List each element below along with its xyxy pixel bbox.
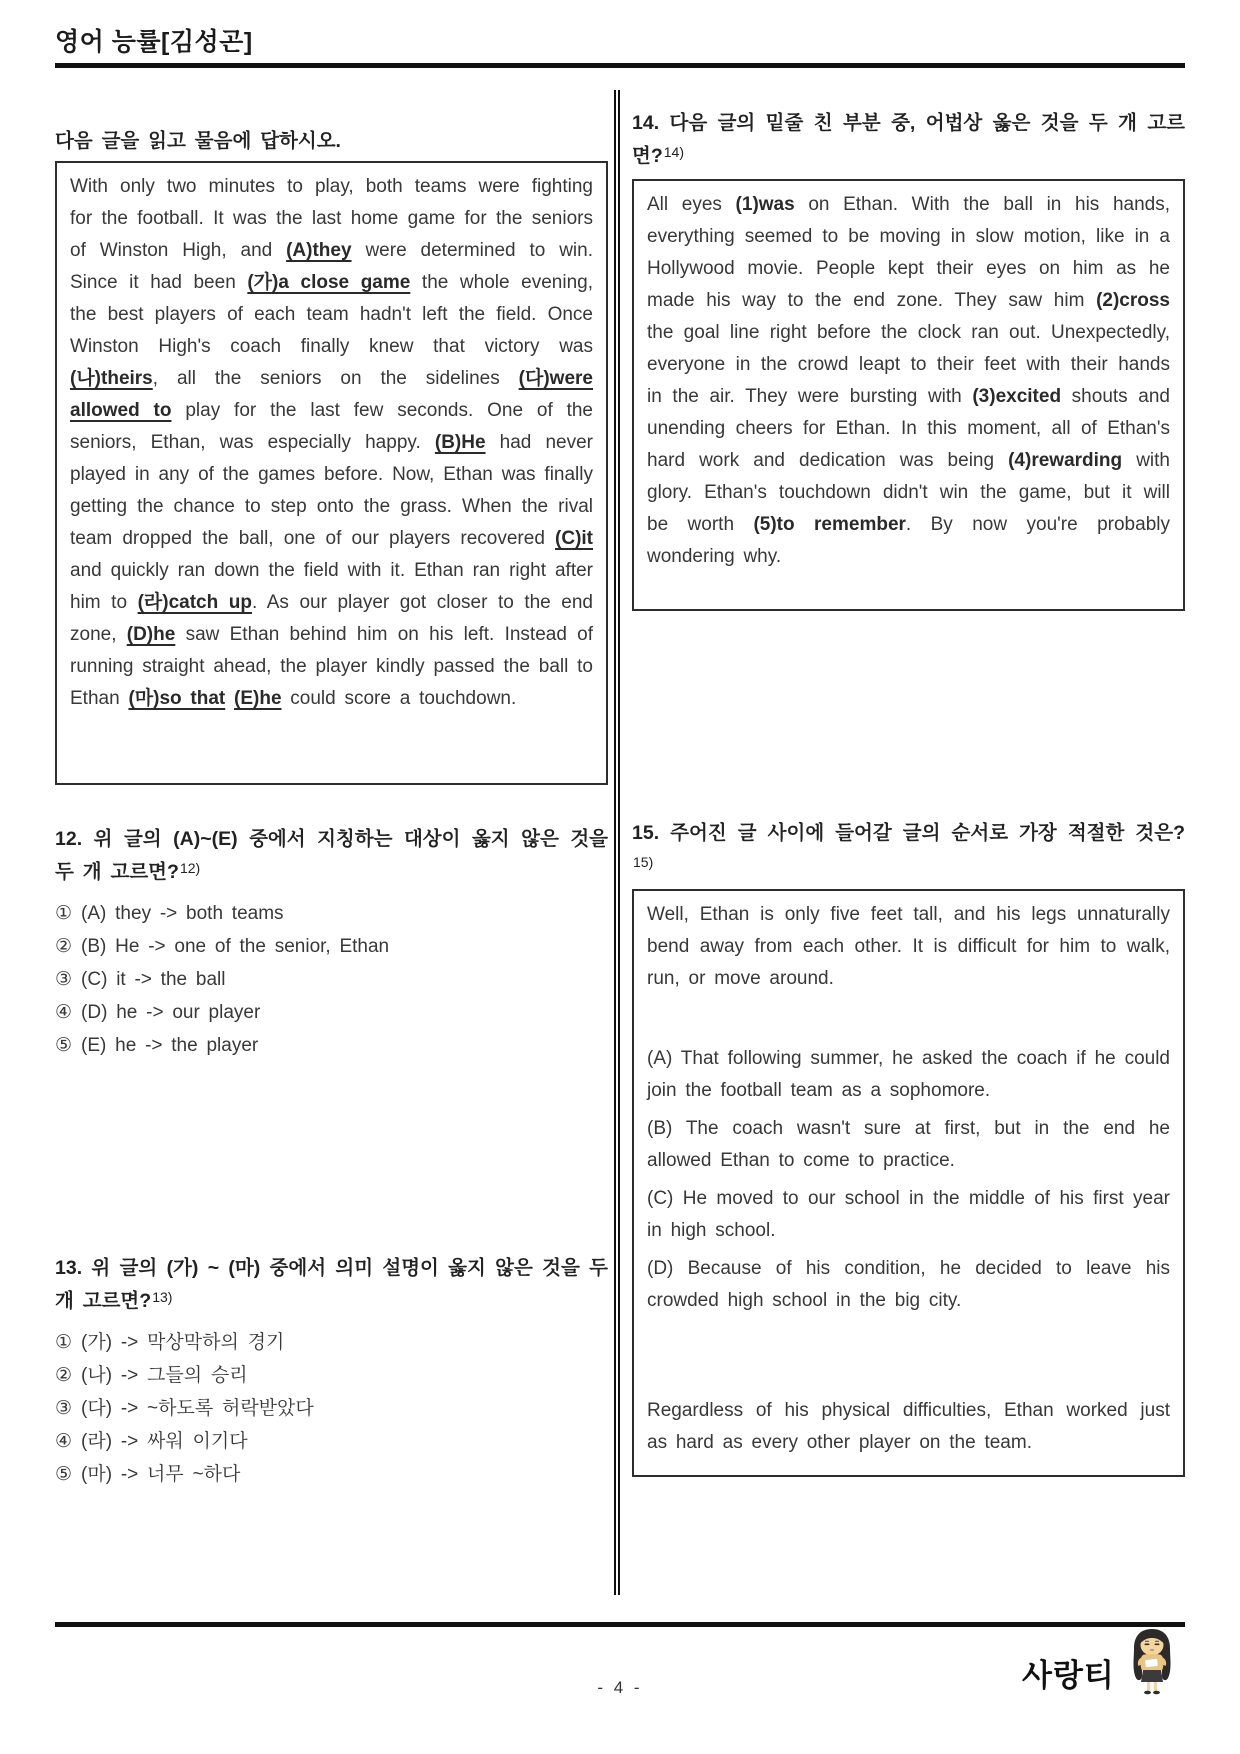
q13-option-1 xyxy=(55,1326,608,1359)
option-text: (C) it -> the ball xyxy=(81,969,226,990)
q13-option-3 xyxy=(55,1392,608,1425)
passage-box-q14 xyxy=(632,179,1185,611)
option-marker: ③ xyxy=(55,969,73,990)
question-14 xyxy=(632,107,1185,611)
passage-box-q15 xyxy=(632,889,1185,1477)
passage-box-reading xyxy=(55,161,608,785)
right-column xyxy=(632,77,1185,1477)
footnote-marker: 14) xyxy=(663,144,684,160)
question-14-heading: 14. 다음 글의 밑줄 친 부분 중, 어법상 옳은 것을 두 개 고르면?$^{14)}$ xyxy=(632,112,1185,167)
option-marker: ③ xyxy=(55,1398,73,1419)
q13-option-4 xyxy=(55,1425,608,1458)
passage-text: With only two minutes to play, both teams were fighting for the football. It was the last home game for the seniors of Winston High, and (A)they were determined to win. Since it had been (가)a close game the whole evening, the best players of each team hadn't left the field. Once Winston High's coach finally knew that victory was (나)theirs, all the seniors on the sidelines (다)were allowed to play for the last few seconds. One of the seniors, Ethan, was especially happy. (B)He had never played in any of the games before. Now, Ethan was finally getting the chance to step onto the grass. When the rival team dropped the ball, one of our players recovered (C)it and quickly ran down the field with it. Ethan ran right after him to (라)catch up. As our player got closer to the end zone, (D)he saw Ethan behind him on his left. Instead of running straight ahead, the player kindly passed the ball to Ethan (마)so that (E)he could score a touchdown. xyxy=(70,176,593,709)
page-title: 영어 능률[김성곤] xyxy=(55,28,253,56)
option-text: (마) -> 너무 ~하다 xyxy=(81,1464,241,1485)
option-text: (가) -> 막상막하의 경기 xyxy=(81,1332,285,1353)
option-marker: ② xyxy=(55,936,73,957)
footnote-marker: 12) xyxy=(179,860,201,876)
q15-item-B: (B) The coach wasn't sure at first, but in the end he allowed Ethan to come to practice. xyxy=(647,1118,1170,1171)
q12-option-3 xyxy=(55,963,608,996)
option-text: (B) He -> one of the senior, Ethan xyxy=(81,936,390,957)
q12-option-2 xyxy=(55,930,608,963)
reading-instruction: 다음 글을 읽고 물음에 답하시오. xyxy=(55,130,341,152)
question-13-options xyxy=(55,1326,608,1491)
option-text: (D) he -> our player xyxy=(81,1002,261,1023)
column-divider xyxy=(614,90,620,1595)
question-15-heading: 15. 주어진 글 사이에 들어갈 글의 순서로 가장 적절한 것은?$^{15)}$ xyxy=(632,822,1185,870)
option-marker: ① xyxy=(55,903,73,924)
q15-closing-paragraph: Regardless of his physical difficulties, Ethan worked just as hard as every other player on the team. xyxy=(647,1400,1170,1453)
footnote-marker: 13) xyxy=(152,1289,173,1305)
q15-item-A: (A) That following summer, he asked the coach if he could join the football team as a sophomore. xyxy=(647,1048,1170,1101)
q15-intro-paragraph: Well, Ethan is only five feet tall, and his legs unnaturally bend away from each other. It is difficult for him to walk, run, or move around. xyxy=(647,904,1170,989)
brand-logo-text: 사랑티 xyxy=(1022,1658,1115,1693)
question-12-heading: 12. 위 글의 (A)~(E) 중에서 지칭하는 대상이 옳지 않은 것을 두 개 고르면?$^{12)}$ xyxy=(55,828,608,883)
footer-rule xyxy=(55,1622,1185,1627)
option-marker: ④ xyxy=(55,1002,73,1023)
option-marker: ⑤ xyxy=(55,1464,73,1485)
question-13-heading: 13. 위 글의 (가) ~ (마) 중에서 의미 설명이 옳지 않은 것을 두 개 고르면?$^{13)}$ xyxy=(55,1257,608,1312)
option-marker: ⑤ xyxy=(55,1035,73,1056)
option-marker: ① xyxy=(55,1332,73,1353)
question-12 xyxy=(55,823,608,1062)
q15-item-D: (D) Because of his condition, he decided to leave his crowded high school in the big city. xyxy=(647,1258,1170,1311)
option-text: (다) -> ~하도록 허락받았다 xyxy=(81,1398,314,1419)
question-12-options xyxy=(55,897,608,1062)
header-rule xyxy=(55,63,1185,68)
option-text: (E) he -> the player xyxy=(81,1035,259,1056)
option-marker: ④ xyxy=(55,1431,73,1452)
option-marker: ② xyxy=(55,1365,73,1386)
question-15 xyxy=(632,817,1185,1477)
girl-mascot-icon xyxy=(1126,1626,1178,1696)
option-text: (라) -> 싸워 이기다 xyxy=(81,1431,248,1452)
q13-option-2 xyxy=(55,1359,608,1392)
q12-option-4 xyxy=(55,996,608,1029)
page-number: - 4 - xyxy=(597,1678,643,1697)
q12-option-5 xyxy=(55,1029,608,1062)
footnote-marker: 15) xyxy=(633,854,654,870)
question-13 xyxy=(55,1252,608,1491)
q15-item-C: (C) He moved to our school in the middle of his first year in high school. xyxy=(647,1188,1170,1241)
option-text: (A) they -> both teams xyxy=(81,903,284,924)
left-column xyxy=(55,77,608,1491)
q12-option-1 xyxy=(55,897,608,930)
option-text: (나) -> 그들의 승리 xyxy=(81,1365,248,1386)
q13-option-5 xyxy=(55,1458,608,1491)
passage-text: All eyes (1)was on Ethan. With the ball in his hands, everything seemed to be moving in slow motion, like in a Hollywood movie. People kept their eyes on him as he made his way to the end zone. They saw him (2)cross the goal line right before the clock ran out. Unexpectedly, everyone in the crowd leapt to their feet with their hands in the air. They were bursting with (3)excited shouts and unending cheers for Ethan. In this moment, all of Ethan's hard work and dedication was being (4)rewarding with glory. Ethan's touchdown didn't win the game, but it will be worth (5)to remember. By now you're probably wondering why. xyxy=(647,194,1170,567)
